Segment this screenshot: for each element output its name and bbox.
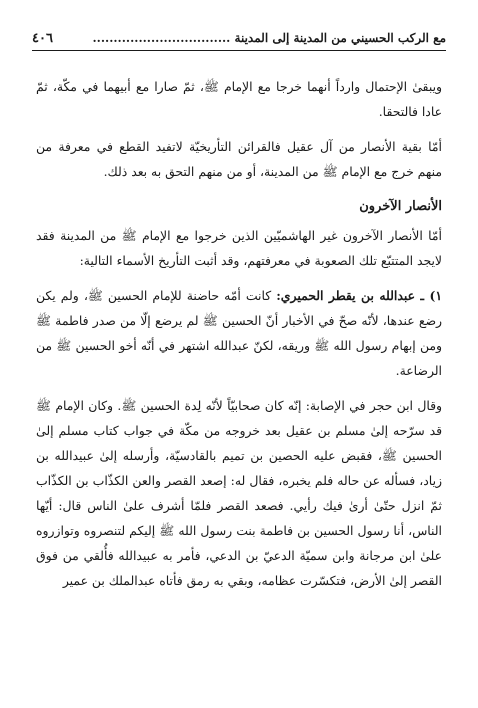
page-body [36,74,442,603]
list-item-1-text: كانت أمّه حاضنة للإمام الحسين ﷺ، ولم يكن رضع عندها، لأنّه صحّ في الأخبار أنّ الحسين ﷺ لم يرضع إلّا من صدر فاطمة ﷺ ومن إبهام رسول الله ﷺ وريقه، لكنّ عبدالله اشتهر في أنّه أخو الحسين ﷺ من الرضاعة. [36,288,442,378]
running-title: مع الركب الحسيني من المدينة إلى المدينة ................................. [92,31,446,45]
section-heading: الأنصار الآخرون [359,199,442,214]
paragraph-1: ويبقىٰ الإحتمال وارداً أنهما خرجا مع الإمام ﷺ، ثمّ صارا مع أبيهما في مكّة، ثمّ عادا فالتحقا. [36,79,442,119]
paragraph-3: أمّا الأنصار الآخرون غير الهاشميّين الذين خرجوا مع الإمام ﷺ من المدينة فقد لايجد المتتبّع تلك الصعوبة في معرفتهم، وقد أثبت التأريخ الأسماء التالية: [36,228,442,268]
paragraph-2: أمّا بقية الأنصار من آل عقيل فالقرائن التأريخيّة لاتفيد القطع في معرفة من منهم خرج مع الإمام ﷺ من المدينة، أو من منهم التحق به بعد ذلك. [36,139,442,179]
list-item-1-label: ١) ـ عبدالله بن يقطر الحميري: [276,288,442,303]
page-header [32,28,446,48]
page-number: ٤٠٦ [32,30,53,46]
paragraph-4: وقال ابن حجر في الإصابة: إنّه كان صحابيّاً لأنّه لِدة الحسين ﷺ. وكان الإمام ﷺ قد سرّحه إلىٰ مسلم بن عقيل بعد خروجه من مكّة في جواب كتاب مسلم إلىٰ الحسين ﷺ، فقبض عليه الحصين بن تميم بالقادسيّة، وأرسله إلىٰ عبيدالله بن زياد، فسأله عن حاله فلم يخبره، فقال له: إصعد القصر والعن الكذّاب بن الكذّاب ثمّ انزل حتّىٰ أرىٰ فيك رأيي. فصعد القصر فلمّا أشرف علىٰ الناس قال: أيّها الناس، أنا رسول الحسين بن فاطمة بنت رسول الله ﷺ إليكم لتنصروه وتوازروه علىٰ ابن مرجانة وابن سميّة الدعيّ بن الدعي، فأمر به عبيدالله فأُلقي من فوق القصر إلىٰ الأرض، فتكسّرت عظامه، وبقي به رمق فأتاه عبدالملك بن عمير [36,398,443,588]
list-item-1 [36,283,442,383]
header-divider [32,50,446,51]
